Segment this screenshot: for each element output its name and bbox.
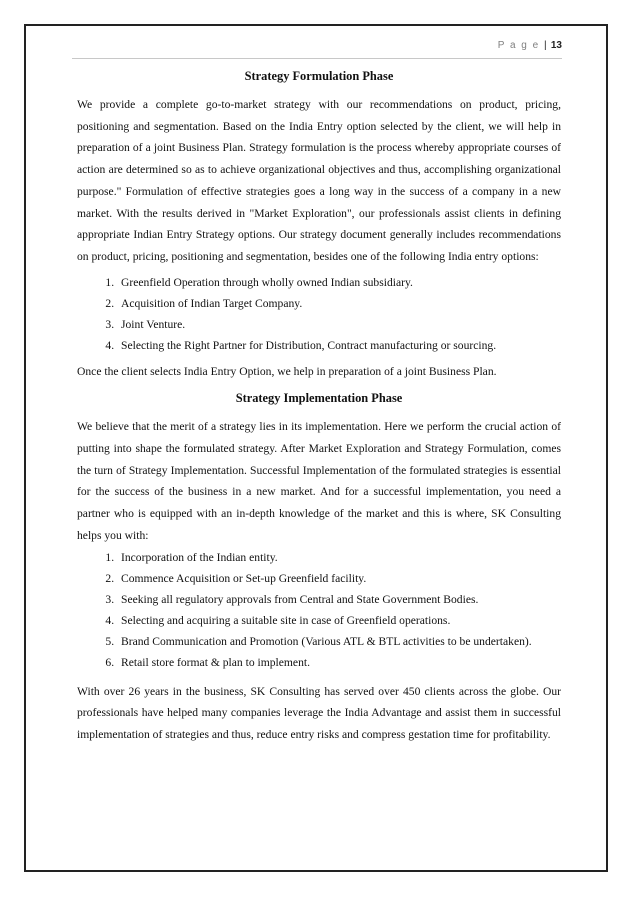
section-heading-implementation: Strategy Implementation Phase (235, 391, 403, 406)
implementation-paragraph: We believe that the merit of a strategy lies in its implementation. Here we perform the crucial action of putting into shape the formulated strategy. After Market Exploration and Strategy Formulation, comes the turn of Strategy Implementation. Successful Implementation of the formulated strategies is essential for the success of the business in a new market. And for a successful implementation, you need a partner who is equipped with an in-depth knowledge of the market and this is where, SK Consulting helps you with: (77, 420, 561, 542)
list-item: 4. Selecting the Right Partner for Distribution, Contract manufacturing or sourcing. (117, 335, 561, 356)
formulation-closing: Once the client selects India Entry Option, we help in preparation of a joint Business Plan. (77, 364, 497, 378)
page-number: 13 (550, 40, 562, 51)
page-label: P a g e (497, 40, 540, 51)
entry-options-list (77, 272, 561, 356)
list-item: 1. Incorporation of the Indian entity. (117, 547, 561, 568)
list-item: 4. Selecting and acquiring a suitable site in case of Greenfield operations. (117, 610, 561, 631)
list-item: 3. Seeking all regulatory approvals from Central and State Government Bodies. (117, 589, 561, 610)
list-item: 3. Joint Venture. (117, 314, 561, 335)
section-heading-formulation: Strategy Formulation Phase (244, 69, 394, 83)
implementation-closing: With over 26 years in the business, SK Consulting has served over 450 clients across the globe. Our professionals have helped many companies leverage the India Advantage and assist them in successful implementation of strategies and thus, reduce entry risks and compress gestation time for profitability. (77, 684, 561, 741)
list-item: 5. Brand Communication and Promotion (Various ATL & BTL activities to be undertaken). (117, 631, 561, 652)
list-item: 2. Acquisition of Indian Target Company. (117, 293, 561, 314)
list-item: 1. Greenfield Operation through wholly owned Indian subsidiary. (117, 272, 561, 293)
list-item: 2. Commence Acquisition or Set-up Greenfield facility. (117, 568, 561, 589)
page-header (72, 40, 562, 59)
list-item: 6. Retail store format & plan to implement. (117, 652, 561, 673)
document-body (77, 66, 561, 746)
formulation-paragraph: We provide a complete go-to-market strategy with our recommendations on product, pricing, positioning and segmentation. Based on the India Entry option selected by the client, we will help in preparation of a joint Business Plan. Strategy formulation is the process whereby appropriate courses of action are determined so as to achieve organizational objectives and thus, accomplishing organizational purpose." Formulation of effective strategies goes a long way in the success of a company in a new market. With the results derived in "Market Exploration", our professionals assist clients in defining appropriate Indian Entry Strategy options. Our strategy document generally includes recommendations on product, pricing, positioning and segmentation, besides one of the following India entry options: (77, 98, 561, 263)
page-separator: | (543, 40, 547, 51)
implementation-list (77, 547, 561, 673)
